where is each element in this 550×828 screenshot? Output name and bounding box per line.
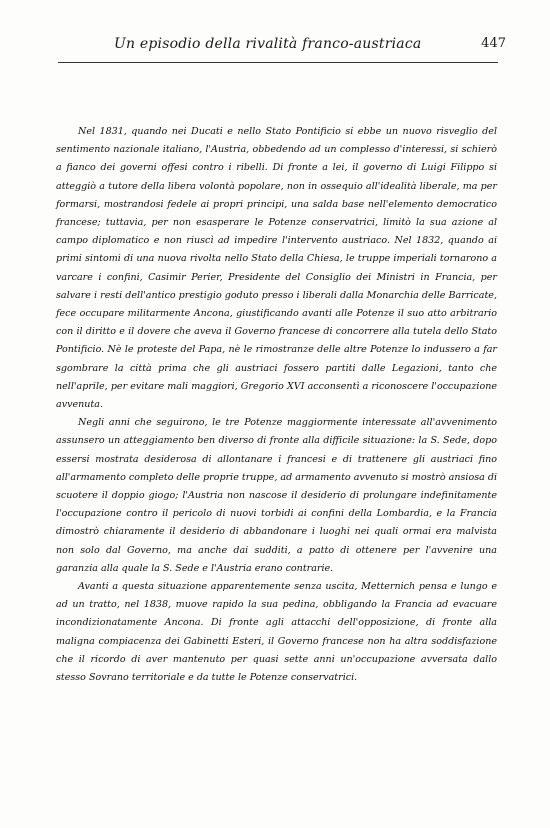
page-number: 447	[481, 36, 506, 51]
running-title: Un episodio della rivalità franco-austriaca	[114, 36, 422, 52]
running-head	[58, 36, 506, 58]
paragraph-1: Nel 1831, quando nei Ducati e nello Stato Pontificio si ebbe un nuovo risveglio del sentimento nazionale italiano, l'Austria, obbedendo ad un complesso d'interessi, si schierò a fianco dei governi offesi contro i ribelli. Di fronte a lei, il governo di Luigi Filippo si atteggiò a tutore della libera volontà popolare, non in ossequio all'idealità liberale, ma per formarsi, mostrandosi fedele ai propri principi, una salda base nell'elemento democratico francese; tuttavia, per non esasperare le Potenze conservatrici, limitò la sua azione al campo diplomatico e non riuscì ad impedire l'intervento austriaco. Nel 1832, quando ai primi sintomi di una nuova rivolta nello Stato della Chiesa, le truppe imperiali tornarono a varcare i confini, Casimir Perier, Presidente del Consiglio dei Ministri in Francia, per salvare i resti dell'antico prestigio goduto presso i liberali dalla Monarchia delle Barricate, fece occupare militarmente Ancona, giustificando avanti alle Potenze il suo atto arbitrario con il diritto e il dovere che aveva il Governo francese di concorrere alla tutela dello Stato Pontificio. Nè le proteste del Papa, nè le rimostranze delle altre Potenze lo indussero a far sgombrare la città prima che gli austriaci fossero partiti dalle Legazioni, tanto che nell'aprile, per evitare mali maggiori, Gregorio XVI acconsentì a riconoscere l'occupazione avvenuta.	[56, 126, 497, 411]
paragraph-2: Negli anni che seguirono, le tre Potenze maggiormente interessate all'avvenimento assunsero un atteggiamento ben diverso di fronte alla difficile situazione: la S. Sede, dopo essersi mostrata desiderosa di allontanare i francesi e di trattenere gli austriaci fino all'armamento completo delle proprie truppe, ad armamento avvenuto si mostrò ansiosa di scuotere il doppio giogo; l'Austria non nascose il desiderio di prolungare indefinitamente l'occupazione contro il pericolo di nuovi torbidi ai confini della Lombardia, e la Francia dimostrò chiaramente il desiderio di abbandonare i luoghi nei quali ormai era malvista non solo dal Governo, ma anche dai sudditi, a patto di ottenere per l'avvenire una garanzia alla quale la S. Sede e l'Austria erano contrarie.	[56, 417, 497, 574]
paragraph-3: Avanti a questa situazione apparentemente senza uscita, Metternich pensa e lungo e ad un tratto, nel 1838, muove rapido la sua pedina, obbligando la Francia ad evacuare incondizionatamente Ancona. Di fronte agli attacchi dell'opposizione, di fronte alla maligna compiacenza dei Gabinetti Esteri, il Governo francese non ha altra soddisfazione che il ricordo di aver mantenuto per quasi sette anni un'occupazione avversata dallo stesso Sovrano territoriale e da tutte le Potenze conservatrici.	[56, 581, 497, 684]
header-rule	[58, 62, 498, 63]
body-text	[56, 123, 497, 687]
